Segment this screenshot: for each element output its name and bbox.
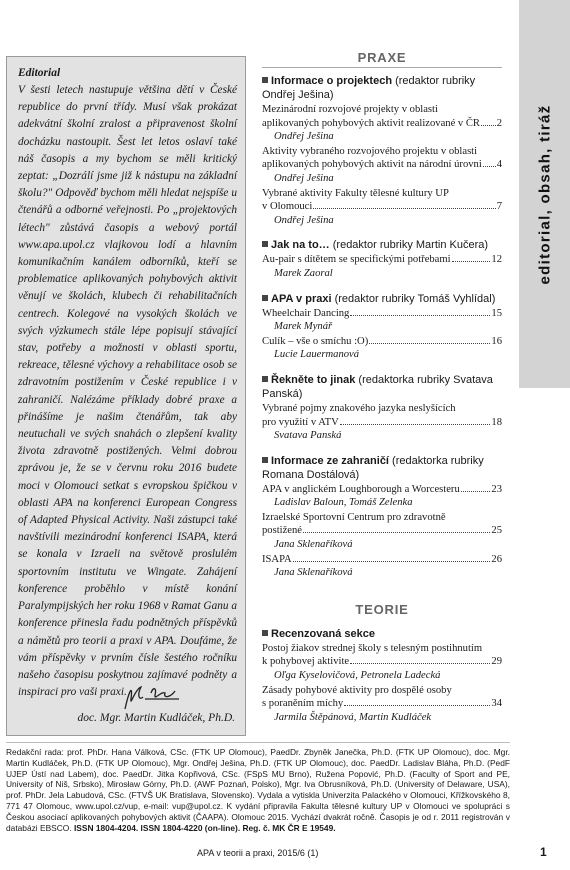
toc-entry: [262, 684, 502, 725]
dot-leader: [452, 261, 491, 262]
entry-title-last-line: [262, 553, 502, 567]
entry-title-last-line: [262, 483, 502, 497]
toc-entry: [262, 253, 502, 280]
dot-leader: [350, 663, 490, 664]
entry-page-number: 15: [491, 307, 502, 319]
entry-authors: Marek Zaoral: [274, 267, 333, 279]
entry-title-last-line: [262, 524, 502, 538]
teorie-list: [262, 627, 502, 725]
table-of-contents: [262, 50, 502, 725]
section-heading-teorie: TEORIE: [355, 601, 409, 617]
rubric-name: Informace o projektech: [271, 75, 393, 87]
entry-title-text: pro využití v ATV: [262, 416, 339, 428]
entry-title-text: k pohybovej aktivite: [262, 656, 350, 668]
rubric-heading: [262, 373, 502, 401]
toc-entry: [262, 307, 502, 334]
entry-title-last-line: [262, 253, 502, 267]
editorial-author: doc. Mgr. Martin Kudláček, Ph.D.: [77, 712, 235, 724]
rubric-name: APA v praxi: [271, 292, 332, 305]
editorial-board-footer: [6, 742, 510, 833]
rubric: [262, 454, 502, 580]
entry-authors: Oľga Kyselovičová, Petronela Ladecká: [274, 670, 441, 682]
side-tab-label: editorial, obsah, tiráž: [536, 104, 553, 284]
footer-issn: ISSN 1804-4204. ISSN 1804-4220 (on-line). Reg. č. MK ČR E 19549.: [73, 822, 336, 833]
editorial-text: V šesti letech nastupuje většina dětí v České republice do první třídy. Musí však prokázat adekvátní školní zralost a připravenost školní docházku nastoupit. Šest let letos oslaví také náš časopis a my bychom se měli kritický zeptat: „Dozrálí jsme již k nástupu na základní školu?" Odpověď bychom měli hledat nejspíše u čtenářů a odborné veřejnosti. Po „projektových létech" zůstává časopis a webový portál www.apa.upol.cz vlajkovou lodí a hlavním komunikačním kanálem odborníků, kteří se problematice aplikovaných pohybových aktivit věnují ve školách, klubech či rehabilitačních centrech. Kolegové na vysokých školách ve svých výzkumech stále lépe popisují stávající stav, potřeby a možnosti v oblasti sportu, rekreace, tělesné výchovy a rehabilitace osob se zdravotním postižením v České republice i v zahraničí. Nalézáme příklady dobré praxe a přinášíme je našim čtenářům, tak aby neutuchali ve svých snahách o zlepšení kvality života zdravotně postižených. Velmi dobrou zprávou je, že se v červnu roku 2016 budete moci v Olomouci setkat s evropskou špičkou v oblasti APA na konferenci European Congress of Adapted Physical Activity. Naši zástupci také navštívili mezinárodní konferenci ISAPA, která se konala v Izraeli na světově proslulém sportovním institutu ve Wingate. Zahájení konference proběhlo v místě konání Paralympijských her roku 1968 v Ramat Ganu a konference přinesla řadu podnětných příspěvků a námětů pro teorii a praxi v APA. Doufáme, že vám příspěvky v prvním čísle šestého ročníku našeho časopisu poskytnou zajímavé podněty a inspiraci pro vaši praxi.: [18, 84, 237, 699]
dot-leader: [350, 315, 490, 316]
entry-title-text: aplikovaných pohybových aktivit realizované v ČR: [262, 117, 480, 129]
entry-title-text: s poraněním míchy: [262, 698, 344, 710]
entry-title-text: Culík – vše o smíchu :O): [262, 335, 369, 347]
entry-page-number: 4: [496, 159, 502, 171]
rubric-name: Jak na to…: [271, 239, 330, 252]
praxe-list: [262, 74, 502, 580]
entry-page-number: 26: [491, 553, 502, 565]
dot-leader: [313, 208, 495, 209]
entry-title-text: Au-pair s dítětem se specifickými potřebami: [262, 254, 451, 266]
editorial-title: Editorial: [18, 67, 61, 79]
rubric-editor: (redaktor rubriky Martin Kučera): [329, 239, 489, 252]
entry-page-number: 34: [491, 698, 502, 710]
entry-title-line: Mezinárodní rozvojové projekty v oblasti: [262, 104, 438, 115]
entry-title-last-line: [262, 158, 502, 172]
toc-entry: [262, 642, 502, 683]
bullet-square-icon: [262, 457, 268, 463]
entry-page-number: 23: [491, 483, 502, 495]
rubric-heading: [262, 238, 502, 252]
entry-authors: Svatava Panská: [274, 430, 342, 442]
rubric: [262, 292, 502, 362]
rubric-heading: [262, 74, 502, 102]
entry-title-last-line: [262, 307, 502, 321]
rubric-heading: [262, 454, 502, 482]
section-heading-praxe: PRAXE: [262, 50, 502, 68]
rubric-heading: [262, 292, 502, 306]
bullet-square-icon: [262, 376, 268, 382]
dot-leader: [461, 491, 491, 492]
entry-title-last-line: [262, 335, 502, 349]
dot-leader: [344, 705, 490, 706]
entry-title-line: Zásady pohybové aktivity pro dospělé osoby: [262, 684, 452, 696]
entry-authors: Jana Sklenaříková: [274, 567, 353, 579]
entry-title-last-line: [262, 697, 502, 711]
rubric-name: Recenzovaná sekce: [271, 627, 375, 640]
entry-authors: Marek Mynář: [274, 321, 333, 333]
entry-title-last-line: [262, 655, 502, 669]
rubric-name: Informace ze zahraničí: [271, 454, 389, 467]
entry-title-line: Vybrané pojmy znakového jazyka neslyšících: [262, 402, 456, 414]
rubric: [262, 74, 502, 227]
entry-authors: Lucie Lauermanová: [274, 349, 360, 361]
journal-name: APA v teorii a praxi, 2015/6 (1): [197, 848, 319, 858]
footer-text: Redakční rada: prof. PhDr. Hana Válková, CSc. (FTK UP Olomouc), PaedDr. Zbyněk Janečka, Ph.D. (FTK UP Olomouc), doc. Mgr. Martin Kudláček, Ph.D. (FTK UP Olomouc), Mgr. Ondřej Ješina, Ph.D. (FTK UP Olomouc), doc. PaedDr. Ladislav Bláha, Ph.D. (PedF UJEP Ústí nad Labem), doc. PaedDr. Jitka Kopřivová, CSc. (FSpS MU Brno), Ružena Popović, Ph.D. (Faculty of Sport and PE, University of Niš, Srbsko), Mirosław Górny, Ph.D. (AWF Poznań, Polsko), Mgr. Iva Obrusníková, Ph.D. (University of Delaware, USA), prof. PhDr. Jela Labudová, CSc. (FTVŠ UK Bratislava, Slovensko). Vydala a vytiskla Univerzita Palackého v Olomouci, Křížkovského 8, 771 47 Olomouc, www.upol.cz/vup, e-mail: vup@upol.cz. K vydání připravila Fakulta tělesné kultury UP v Olomouci ve spolupráci s Českou asociací aplikovaných pohybových aktivit (ČAAPA). Olomouc 2015. Vychází dvakrát ročně. Časopis je od r. 2011 registrován v databázi EBSCO.: [6, 747, 510, 833]
toc-entry: [262, 402, 502, 443]
bullet-square-icon: [262, 630, 268, 636]
entry-title-text: ISAPA: [262, 553, 292, 565]
toc-entry: [262, 511, 502, 552]
entry-page-number: 12: [491, 254, 502, 266]
bullet-square-icon: [262, 241, 268, 247]
rubric-name: Řekněte to jinak: [271, 373, 356, 386]
entry-title-line: Postoj žiakov strednej školy s telesným postihnutím: [262, 642, 483, 654]
editorial-box: [6, 56, 246, 736]
dot-leader: [293, 561, 491, 562]
dot-leader: [340, 424, 491, 425]
entry-page-number: 2: [496, 117, 502, 129]
signature-icon: [119, 679, 189, 715]
entry-authors: Jarmila Štěpánová, Martin Kudláček: [274, 711, 432, 723]
rubric-editor: (redaktor rubriky Ondřej Ješina): [262, 75, 476, 101]
entry-page-number: 7: [496, 201, 502, 213]
entry-page-number: 16: [491, 335, 502, 347]
entry-authors: Jana Sklenaříková: [274, 539, 353, 551]
toc-entry: [262, 187, 502, 228]
entry-title-text: Wheelchair Dancing: [262, 307, 350, 319]
entry-title-text: APA v anglickém Loughborough a Worcesteru: [262, 483, 460, 495]
entry-title-text: postižené: [262, 525, 303, 537]
entry-authors: Ondřej Ješina: [274, 172, 334, 184]
rubric-editor: (redaktorka rubriky Romana Dostálová): [262, 454, 484, 481]
toc-entry: [262, 145, 502, 186]
rubric: [262, 627, 502, 725]
entry-title-last-line: [262, 200, 502, 214]
toc-entry: [262, 483, 502, 510]
entry-authors: Ondřej Ješina: [274, 214, 334, 226]
dot-leader: [303, 532, 490, 533]
rubric: [262, 373, 502, 443]
entry-title-last-line: [262, 117, 502, 131]
entry-title-line: Izraelské Sportovní Centrum pro zdravotně: [262, 511, 446, 523]
rubric-heading: [262, 627, 502, 641]
page-number: 1: [540, 845, 547, 859]
entry-page-number: 29: [491, 656, 502, 668]
dot-leader: [483, 166, 496, 167]
rubric: [262, 238, 502, 280]
dot-leader: [481, 125, 496, 126]
toc-entry: [262, 335, 502, 362]
toc-entry: [262, 103, 502, 144]
entry-title-line: Aktivity vybraného rozvojového projektu v oblasti: [262, 145, 478, 157]
entry-authors: Ondřej Ješina: [274, 131, 334, 143]
entry-page-number: 18: [491, 416, 502, 428]
entry-page-number: 25: [491, 525, 502, 537]
toc-entry: [262, 553, 502, 580]
entry-title-text: v Olomouci: [262, 201, 313, 213]
entry-title-line: Vybrané aktivity Fakulty tělesné kultury UP: [262, 187, 449, 199]
bullet-square-icon: [262, 295, 268, 301]
entry-title-text: aplikovaných pohybových aktivit na národní úrovni: [262, 159, 482, 171]
entry-title-last-line: [262, 416, 502, 430]
dot-leader: [369, 343, 490, 344]
rubric-editor: (redaktor rubriky Tomáš Vyhlídal): [331, 292, 496, 305]
bullet-square-icon: [262, 77, 268, 83]
rubric-editor: (redaktorka rubriky Svatava Panská): [262, 373, 493, 400]
entry-authors: Ladislav Baloun, Tomáš Zelenka: [274, 497, 413, 509]
